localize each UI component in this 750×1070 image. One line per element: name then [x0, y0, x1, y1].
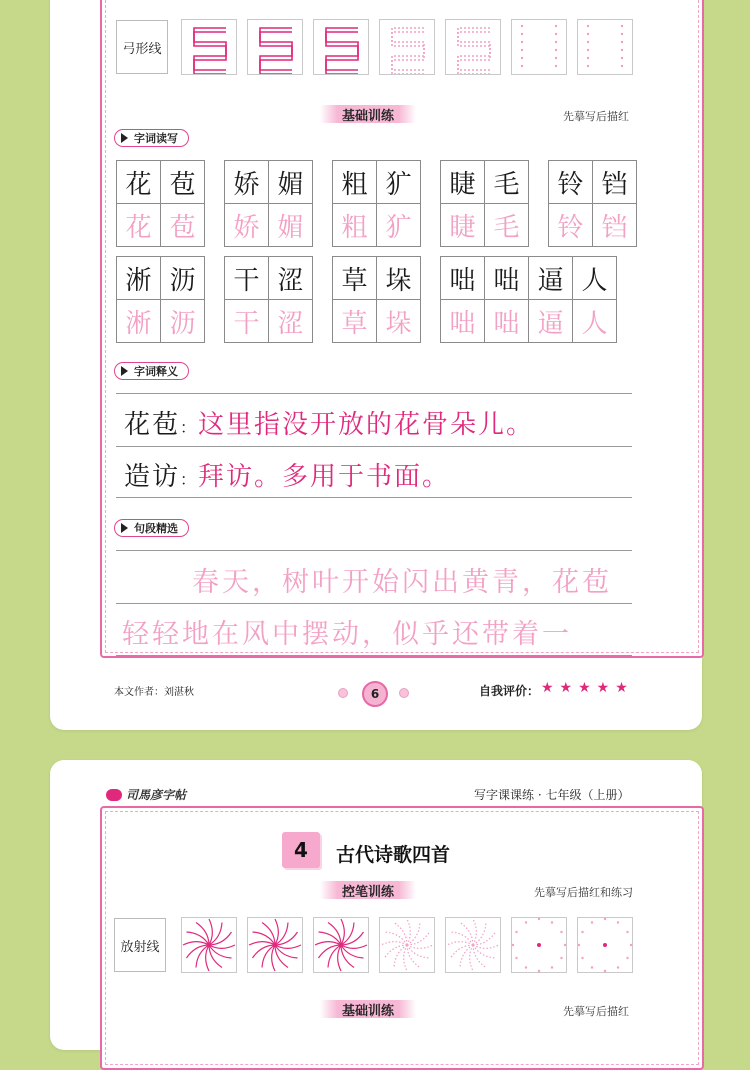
- trace-character: 沥: [169, 308, 196, 339]
- word-grid: [116, 160, 205, 247]
- stroke-practice-box: [511, 917, 567, 973]
- trace-character: 铃: [557, 212, 584, 243]
- section-tag-words: [114, 129, 189, 147]
- model-character: 花: [117, 161, 160, 204]
- basic-training-banner: 基础训练: [320, 1000, 416, 1018]
- model-character: 干: [225, 257, 268, 300]
- stroke-practice-box: [247, 917, 303, 973]
- word-grid: [548, 160, 637, 247]
- lesson-title: 古代诗歌四首: [336, 844, 451, 866]
- stroke-row-label: 放射线: [114, 918, 166, 972]
- stroke-practice-box: [511, 19, 567, 75]
- rule-line: [116, 655, 632, 656]
- triangle-icon: [121, 133, 128, 143]
- section-tag-meanings: [114, 362, 189, 380]
- definition-term: 造访: [124, 462, 181, 492]
- model-character: 铃: [549, 161, 592, 204]
- word-grid-column: [377, 257, 420, 342]
- decor-dot: [338, 688, 348, 698]
- definition-line: [124, 404, 534, 441]
- trace-character: 媚: [277, 212, 304, 243]
- triangle-icon: [121, 523, 128, 533]
- word-grid-column: [593, 161, 636, 246]
- trace-character: 淅: [125, 308, 152, 339]
- lesson-number: 4: [282, 832, 320, 868]
- trace-character: 人: [581, 308, 608, 339]
- model-character: 铛: [593, 161, 636, 204]
- word-grid: [440, 160, 529, 247]
- passage-trace-line: 轻轻地在风中摆动，似乎还带着一: [122, 619, 572, 650]
- trace-character: 睫: [449, 212, 476, 243]
- trace-character: 粗: [341, 212, 368, 243]
- stroke-practice-box: [181, 19, 237, 75]
- trace-character: 涩: [277, 308, 304, 339]
- section-tag-label: 字词读写: [134, 132, 178, 145]
- definition-text: 拜访。多用于书面。: [198, 462, 451, 492]
- word-grid: [224, 256, 313, 343]
- triangle-icon: [121, 366, 128, 376]
- model-character: 咄: [441, 257, 484, 300]
- stroke-practice-box: [379, 917, 435, 973]
- word-grid-column: [333, 161, 377, 246]
- rule-line: [116, 497, 632, 498]
- section-tag-label: 字词释义: [134, 365, 178, 378]
- definition-term: 花苞: [124, 410, 181, 440]
- word-grid-column: [269, 161, 312, 246]
- model-character: 咄: [485, 257, 528, 300]
- trace-character: 垛: [385, 308, 412, 339]
- word-grid-column: [377, 161, 420, 246]
- stroke-practice-box: [577, 917, 633, 973]
- stroke-practice-box: [313, 917, 369, 973]
- stroke-practice-box: [181, 917, 237, 973]
- word-grid: [116, 256, 205, 343]
- word-grid-column: [573, 257, 616, 342]
- word-grid-column: [529, 257, 573, 342]
- definition-text: 这里指没开放的花骨朵儿。: [198, 410, 535, 440]
- trace-character: 咄: [493, 308, 520, 339]
- definition-line: [124, 456, 450, 493]
- definition-colon: ：: [180, 418, 199, 437]
- word-grid-column: [117, 257, 161, 342]
- rule-line: [116, 550, 632, 551]
- word-grid-column: [441, 257, 485, 342]
- basic-training-note: 先摹写后描红: [563, 1005, 629, 1018]
- section-tag-label: 句段精选: [134, 522, 178, 535]
- stroke-practice-box: [577, 19, 633, 75]
- model-character: 粗: [333, 161, 376, 204]
- brand-logo: [106, 786, 186, 803]
- word-grid: [440, 256, 617, 343]
- trace-character: 毛: [493, 212, 520, 243]
- trace-character: 咄: [449, 308, 476, 339]
- basic-training-note: 先摹写后描红: [563, 110, 629, 123]
- trace-character: 草: [341, 308, 368, 339]
- word-grid-column: [441, 161, 485, 246]
- trace-character: 铛: [601, 212, 628, 243]
- word-grid-column: [117, 161, 161, 246]
- model-character: 草: [333, 257, 376, 300]
- trace-character: 逼: [537, 308, 564, 339]
- rule-line: [116, 446, 632, 447]
- word-grid-column: [485, 257, 529, 342]
- word-grid-column: [333, 257, 377, 342]
- model-character: 逼: [529, 257, 572, 300]
- basic-training-banner: 基础训练: [320, 105, 416, 123]
- word-grid-column: [549, 161, 593, 246]
- author-credit: 本文作者：刘湛秋: [114, 687, 194, 698]
- model-character: 涩: [269, 257, 312, 300]
- stroke-practice-box: [445, 917, 501, 973]
- pen-training-note: 先摹写后描红和练习: [534, 886, 633, 899]
- word-grid: [332, 160, 421, 247]
- logo-text: 司馬彦字帖: [126, 788, 187, 802]
- stroke-row-label: 弓形线: [116, 20, 168, 74]
- word-grid-column: [161, 161, 204, 246]
- rule-line: [116, 603, 632, 604]
- word-grid-column: [269, 257, 312, 342]
- self-eval-label: 自我评价：: [479, 684, 540, 698]
- model-character: 睫: [441, 161, 484, 204]
- logo-icon: [106, 789, 122, 801]
- stroke-practice-box: [313, 19, 369, 75]
- rating-stars[interactable]: ★★★★★: [541, 680, 634, 696]
- model-character: 人: [573, 257, 616, 300]
- word-grid: [332, 256, 421, 343]
- model-character: 娇: [225, 161, 268, 204]
- word-grid-column: [225, 161, 269, 246]
- decor-dot: [399, 688, 409, 698]
- model-character: 媚: [269, 161, 312, 204]
- model-character: 犷: [377, 161, 420, 204]
- trace-character: 苞: [169, 212, 196, 243]
- word-grid-column: [485, 161, 528, 246]
- model-character: 毛: [485, 161, 528, 204]
- trace-character: 犷: [385, 212, 412, 243]
- stroke-practice-box: [247, 19, 303, 75]
- trace-character: 干: [233, 308, 260, 339]
- section-tag-passage: [114, 519, 189, 537]
- model-character: 淅: [117, 257, 160, 300]
- page-number: 6: [362, 681, 388, 707]
- trace-character: 花: [125, 212, 152, 243]
- word-grid-column: [161, 257, 204, 342]
- model-character: 垛: [377, 257, 420, 300]
- passage-trace-line: 春天，树叶开始闪出黄青，花苞: [192, 567, 612, 598]
- stroke-practice-box: [379, 19, 435, 75]
- word-grid-column: [225, 257, 269, 342]
- stroke-practice-box: [445, 19, 501, 75]
- definition-colon: ：: [180, 470, 199, 489]
- trace-character: 娇: [233, 212, 260, 243]
- pen-training-banner: 控笔训练: [320, 881, 416, 899]
- model-character: 苞: [161, 161, 204, 204]
- model-character: 沥: [161, 257, 204, 300]
- rule-line: [116, 393, 632, 394]
- book-title: 写字课课练 · 七年级（上册）: [474, 788, 630, 802]
- word-grid: [224, 160, 313, 247]
